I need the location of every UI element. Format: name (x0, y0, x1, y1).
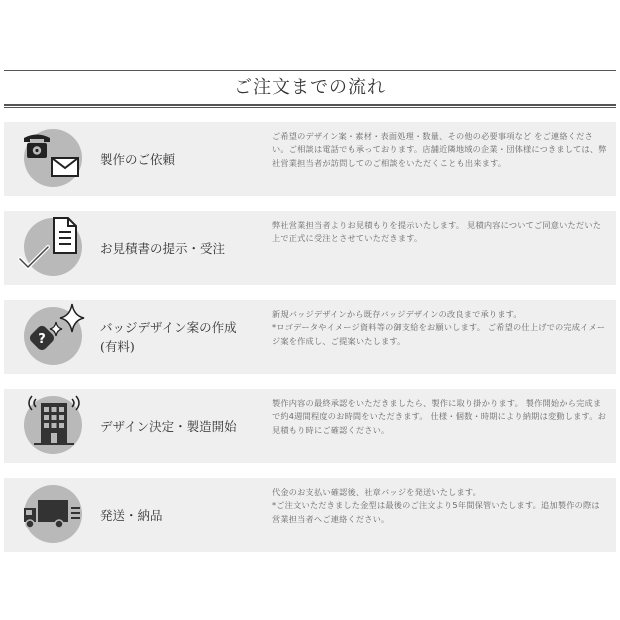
phone-mail-icon (14, 122, 94, 196)
question-sparkle-icon (14, 300, 94, 374)
section-title: ご注文までの流れ (234, 77, 386, 98)
factory-icon (14, 389, 94, 463)
step-request (4, 122, 616, 196)
step-description: 新規バッジデザインから既存バッジデザインの改良まで承ります。 *ロゴデータやイメージ資料等の御支給をお願いします。 ご希望の仕上げでの完成イメージ案を作成し、ご提案いたします。 (272, 309, 606, 346)
steps-list (4, 122, 616, 567)
step-description: ご希望のデザイン案・素材・表面処理・数量、その他の必要事項など をご連絡ください。ご相談は電話でも承っております。店舗近隣地域の企業・団体様につきましては、弊社営業担当者が訪問してのご相談をいただくことも出来ます。 (272, 131, 607, 168)
step-description: 弊社営業担当者よりお見積もりを提示いたします。 見積内容についてご同意いただいた上で正式に受注とさせていただきます。 (272, 220, 602, 244)
step-description: 製作内容の最終承認をいただきましたら、製作に取り掛かります。 製作開始から完成まで約4週間程度のお時間をいただきます。 仕様・個数・時期により納期は変動します。お見積もり時にご確認ください。 (272, 398, 607, 435)
step-design (4, 300, 616, 374)
step-title: バッジデザイン案の作成 (有料) (100, 320, 237, 354)
top-divider (4, 70, 616, 71)
step-title: お見積書の提示・受注 (100, 240, 226, 256)
step-title: 発送・納品 (100, 507, 163, 523)
title-underline (4, 104, 616, 108)
step-delivery (4, 478, 616, 552)
step-title: 製作のご依頼 (100, 151, 176, 167)
delivery-truck-icon (14, 478, 94, 552)
step-description: 代金のお支払い確認後、社章バッジを発送いたします。 *ご注文いただきました金型は最後のご注文より5年間保管いたします。追加製作の際は営業担当者へご連絡ください。 (272, 487, 600, 524)
document-check-icon (14, 211, 94, 285)
step-production (4, 389, 616, 463)
step-estimate (4, 211, 616, 285)
svg-text:?: ? (38, 332, 46, 347)
step-title: デザイン決定・製造開始 (100, 418, 237, 434)
